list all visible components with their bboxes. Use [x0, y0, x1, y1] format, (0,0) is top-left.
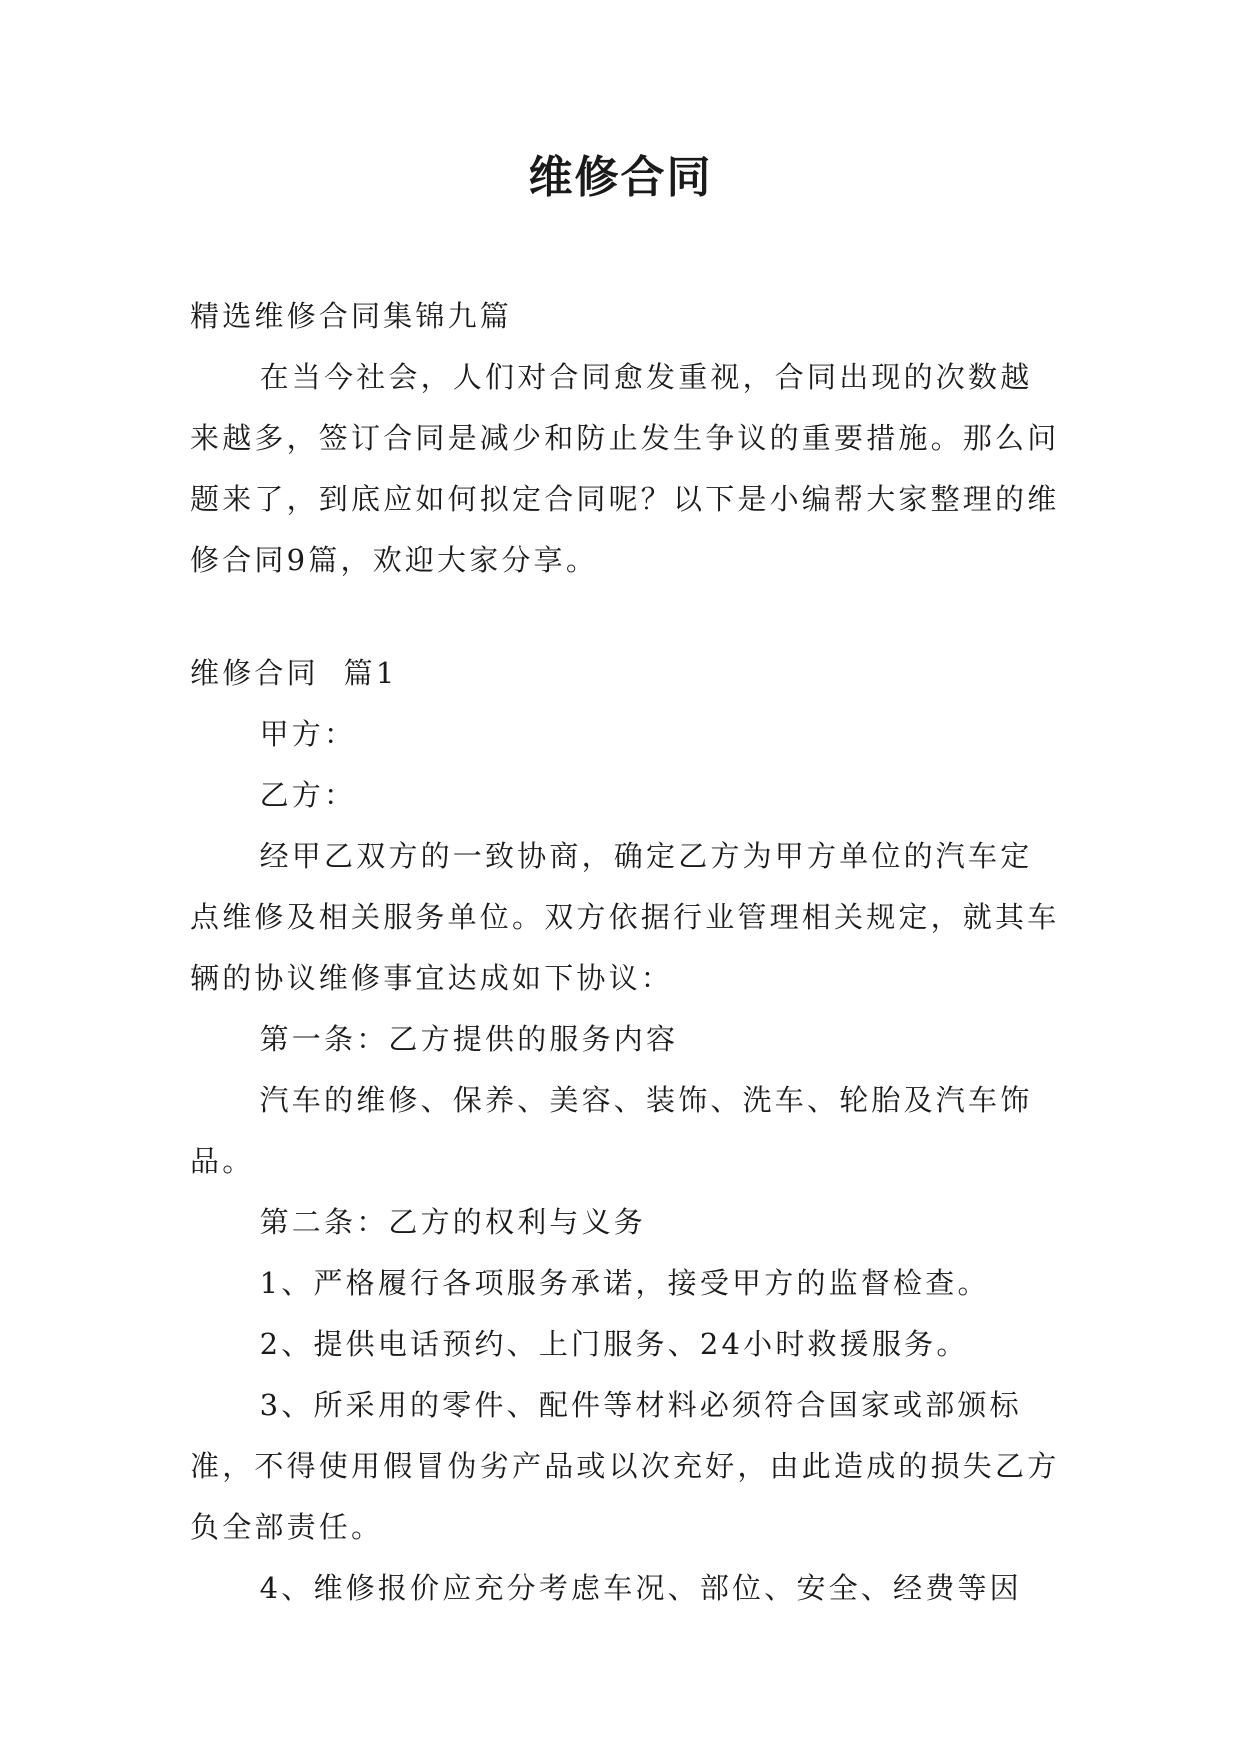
- article-2-heading: 第二条：乙方的权利与义务: [259, 1205, 646, 1239]
- article-2-item-1: 1、严格履行各项服务承诺，接受甲方的监督检查。: [259, 1266, 990, 1300]
- party-a-line: 甲方：: [259, 717, 357, 751]
- article-1-heading: 第一条：乙方提供的服务内容: [259, 1022, 679, 1056]
- party-b-line: 乙方：: [259, 778, 357, 812]
- section-heading: 维修合同 篇1: [190, 656, 398, 690]
- article-2-item-3: 3、所采用的零件、配件等材料必须符合国家或部颁标准，不得使用假冒伪劣产品或以次充好，由此造成的损失乙方负全部责任。: [190, 1388, 1060, 1544]
- agreement-preamble: 经甲乙双方的一致协商，确定乙方为甲方单位的汽车定点维修及相关服务单位。双方依据行业管理相关规定，就其车辆的协议维修事宜达成如下协议：: [190, 839, 1060, 995]
- document-body: [190, 286, 1060, 1619]
- intro-paragraph: 在当今社会，人们对合同愈发重视，合同出现的次数越来越多，签订合同是减少和防止发生争议的重要措施。那么问题来了，到底应如何拟定合同呢？以下是小编帮大家整理的维修合同9篇，欢迎大家分享。: [190, 360, 1060, 577]
- article-2-item-4: 4、维修报价应充分考虑车况、部位、安全、经费等因: [259, 1571, 1022, 1605]
- document-subtitle: 精选维修合同集锦九篇: [190, 299, 513, 333]
- document-title: 维修合同: [528, 152, 713, 203]
- article-2-item-2: 2、提供电话预约、上门服务、24小时救援服务。: [259, 1327, 969, 1361]
- article-1-content: 汽车的维修、保养、美容、装饰、洗车、轮胎及汽车饰品。: [190, 1083, 1033, 1178]
